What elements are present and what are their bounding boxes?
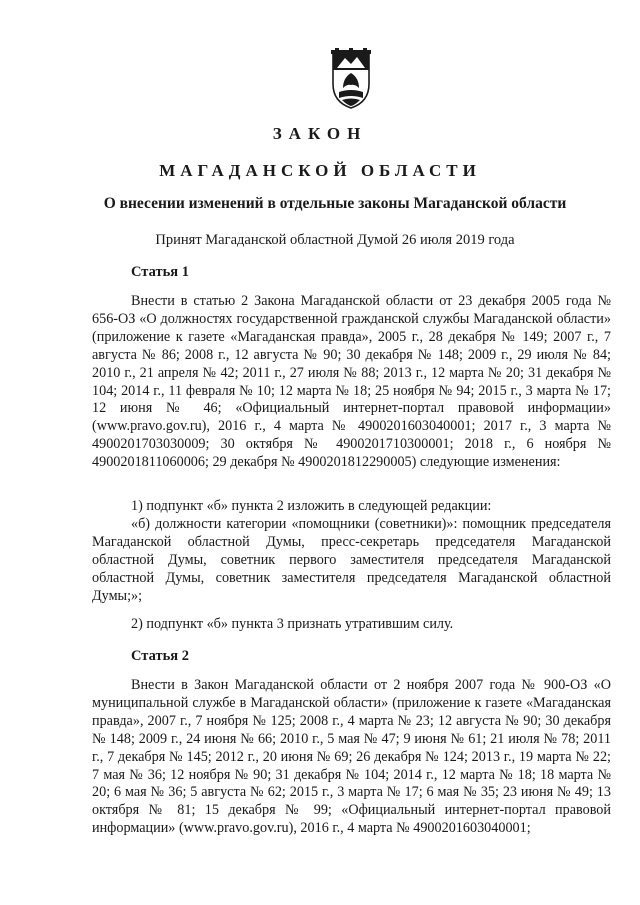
article-1-intro: Внести в статью 2 Закона Магаданской области от 23 декабря 2005 года № 656-ОЗ «О должностях государственной гражданской службы Магаданской области» (приложение к газете «Магаданская правда», 2005 г., 28 декабря № 149; 2007 г., 7 августа № 86; 2008 г., 12 августа № 90; 30 декабря № 148; 2009 г., 29 июля № 84; 2010 г., 21 апреля № 42; 2011 г., 27 июля № 88; 2013 г., 12 марта № 20; 31 декабря № 104; 2014 г., 11 февраля № 10; 12 марта № 18; 25 ноября № 94; 2015 г., 3 марта № 17; 12 июня № 46; «Официальный интернет-портал правовой информации» (www.pravo.gov.ru), 2016 г., 4 марта № 4900201603040001; 2017 г., 3 марта № 4900201703030009; 30 октября № 4900201710300001; 2018 г., 6 ноября № 4900201811060006; 29 декабря № 4900201812290005) следующие изменения: — [92, 293, 611, 471]
document-subject: О внесении изменений в отдельные законы Магаданской области — [103, 195, 567, 212]
article-1-item-1-text: «б) должности категории «помощники (советники)»: помощник председателя Магаданской областной Думы, пресс-секретарь председателя Магаданской областной Думы, советник первого заместителя председателя Магаданской областной Думы, советник заместителя председателя Магаданской областной Думы;»; — [92, 516, 611, 604]
coat-of-arms-icon — [329, 48, 373, 110]
article-2-heading: Статья 2 — [131, 648, 189, 664]
adoption-line: Принят Магаданской областной Думой 26 июля 2019 года — [155, 232, 515, 248]
article-1-heading: Статья 1 — [131, 264, 189, 280]
article-1-item-2: 2) подпункт «б» пункта 3 признать утратившим силу. — [131, 616, 454, 632]
document-title: ЗАКОН — [272, 124, 368, 143]
document-region: МАГАДАНСКОЙ ОБЛАСТИ — [159, 161, 481, 180]
article-1-item-1: 1) подпункт «б» пункта 2 изложить в следующей редакции: — [131, 498, 492, 514]
article-2-intro: Внести в Закон Магаданской области от 2 ноября 2007 года № 900-ОЗ «О муниципальной службе в Магаданской области» (приложение к газете «Магаданская правда», 2007 г., 7 ноября № 125; 2008 г., 4 марта № 23; 12 августа № 90; 30 декабря № 148; 2009 г., 24 июня № 66; 2010 г., 5 мая № 47; 9 июня № 61; 21 июля № 78; 2011 г., 7 декабря № 145; 2012 г., 20 июня № 69; 26 декабря № 124; 2013 г., 19 марта № 22; 7 мая № 36; 12 ноября № 90; 31 декабря № 104; 2014 г., 12 марта № 18; 18 марта № 20; 6 мая № 36; 5 августа № 62; 2015 г., 3 марта № 17; 6 мая № 35; 23 июня № 49; 13 октября № 81; 15 декабря № 99; «Официальный интернет-портал правовой информации» (www.pravo.gov.ru), 2016 г., 4 марта № 4900201603040001; — [92, 677, 611, 837]
